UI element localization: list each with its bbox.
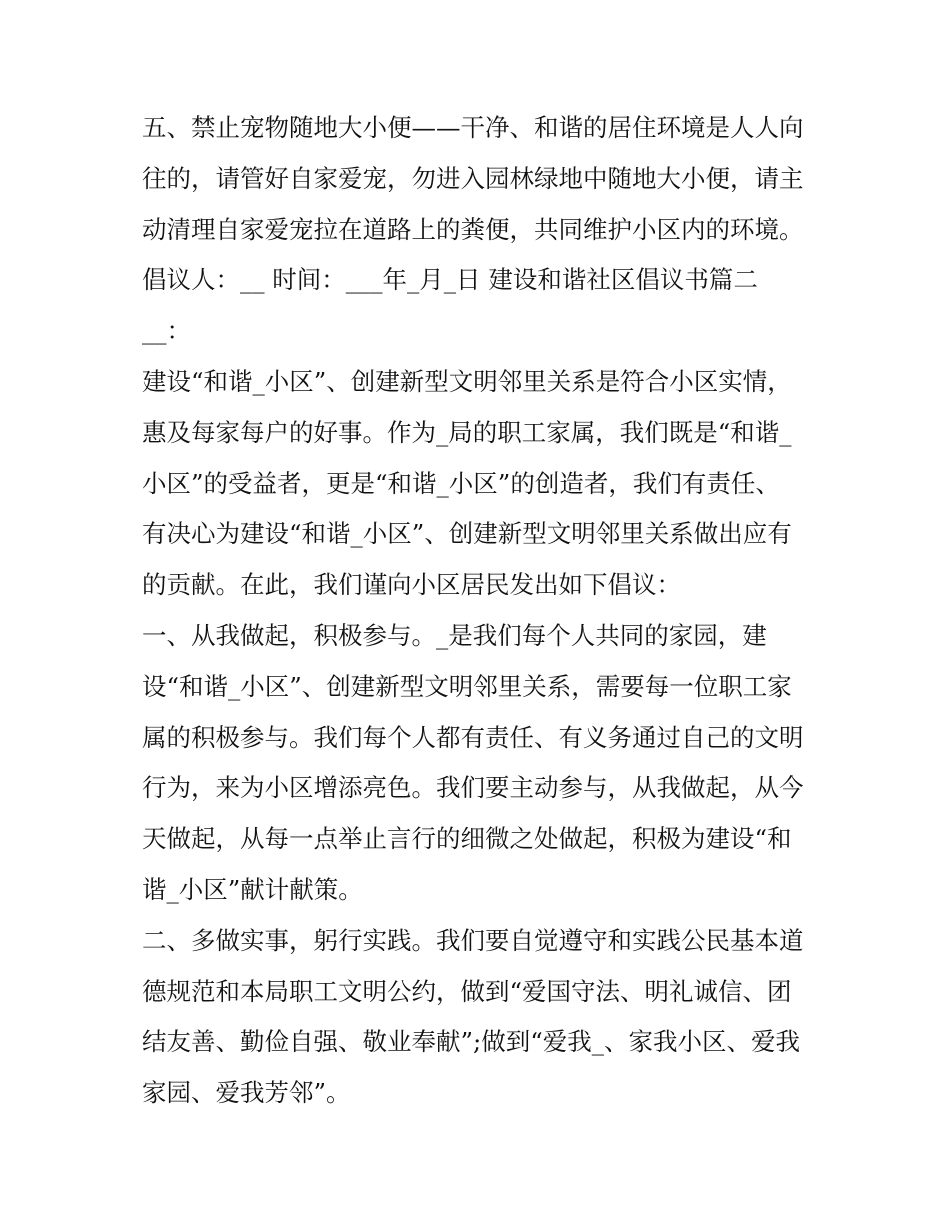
text-line: 行为，来为小区增添亮色。我们要主动参与，从我做起，从今 bbox=[142, 773, 804, 803]
text-line: 建设“和谐_小区”、创建新型文明邻里关系是符合小区实情， bbox=[142, 366, 792, 396]
text-line: 小区”的受益者，更是“和谐_小区”的创造者，我们有责任、 bbox=[142, 468, 780, 498]
text-line: 结友善、勤俭自强、敬业奉献”;做到“爱我_、家我小区、爱我 bbox=[142, 1027, 801, 1057]
text-line: __： bbox=[142, 316, 191, 346]
text-line: 惠及每家每户的好事。作为_局的职工家属，我们既是“和谐_ bbox=[142, 417, 792, 447]
text-line: 动清理自家爱宠拉在道路上的粪便，共同维护小区内的环境。 bbox=[142, 214, 804, 244]
text-line: 有决心为建设“和谐_小区”、创建新型文明邻里关系做出应有 bbox=[142, 519, 792, 549]
text-line: 设“和谐_小区”、创建新型文明邻里关系，需要每一位职工家 bbox=[142, 671, 792, 701]
text-line: 一、从我做起，积极参与。_是我们每个人共同的家园，建 bbox=[142, 620, 767, 650]
text-line: 往的，请管好自家爱宠，勿进入园林绿地中随地大小便，请主 bbox=[142, 163, 804, 193]
text-line: 属的积极参与。我们每个人都有责任、有义务通过自己的文明 bbox=[142, 722, 804, 752]
text-line: 的贡献。在此，我们谨向小区居民发出如下倡议： bbox=[142, 570, 681, 600]
text-line: 家园、爱我芳邻”。 bbox=[142, 1078, 351, 1108]
text-line: 五、禁止宠物随地大小便——干净、和谐的居住环境是人人向 bbox=[142, 113, 804, 142]
document-body bbox=[142, 103, 822, 1119]
text-line: 谐_小区”献计献策。 bbox=[142, 874, 363, 904]
text-line: 德规范和本局职工文明公约，做到“爱国守法、明礼诚信、团 bbox=[142, 976, 792, 1006]
text-line: 二、多做实事，躬行实践。我们要自觉遵守和实践公民基本道 bbox=[142, 925, 804, 955]
text-line: 天做起，从每一点举止言行的细微之处做起，积极为建设“和 bbox=[142, 824, 792, 854]
text-line: 倡议人：__ 时间：___年_月_日 建设和谐社区倡议书篇二 bbox=[142, 265, 758, 295]
